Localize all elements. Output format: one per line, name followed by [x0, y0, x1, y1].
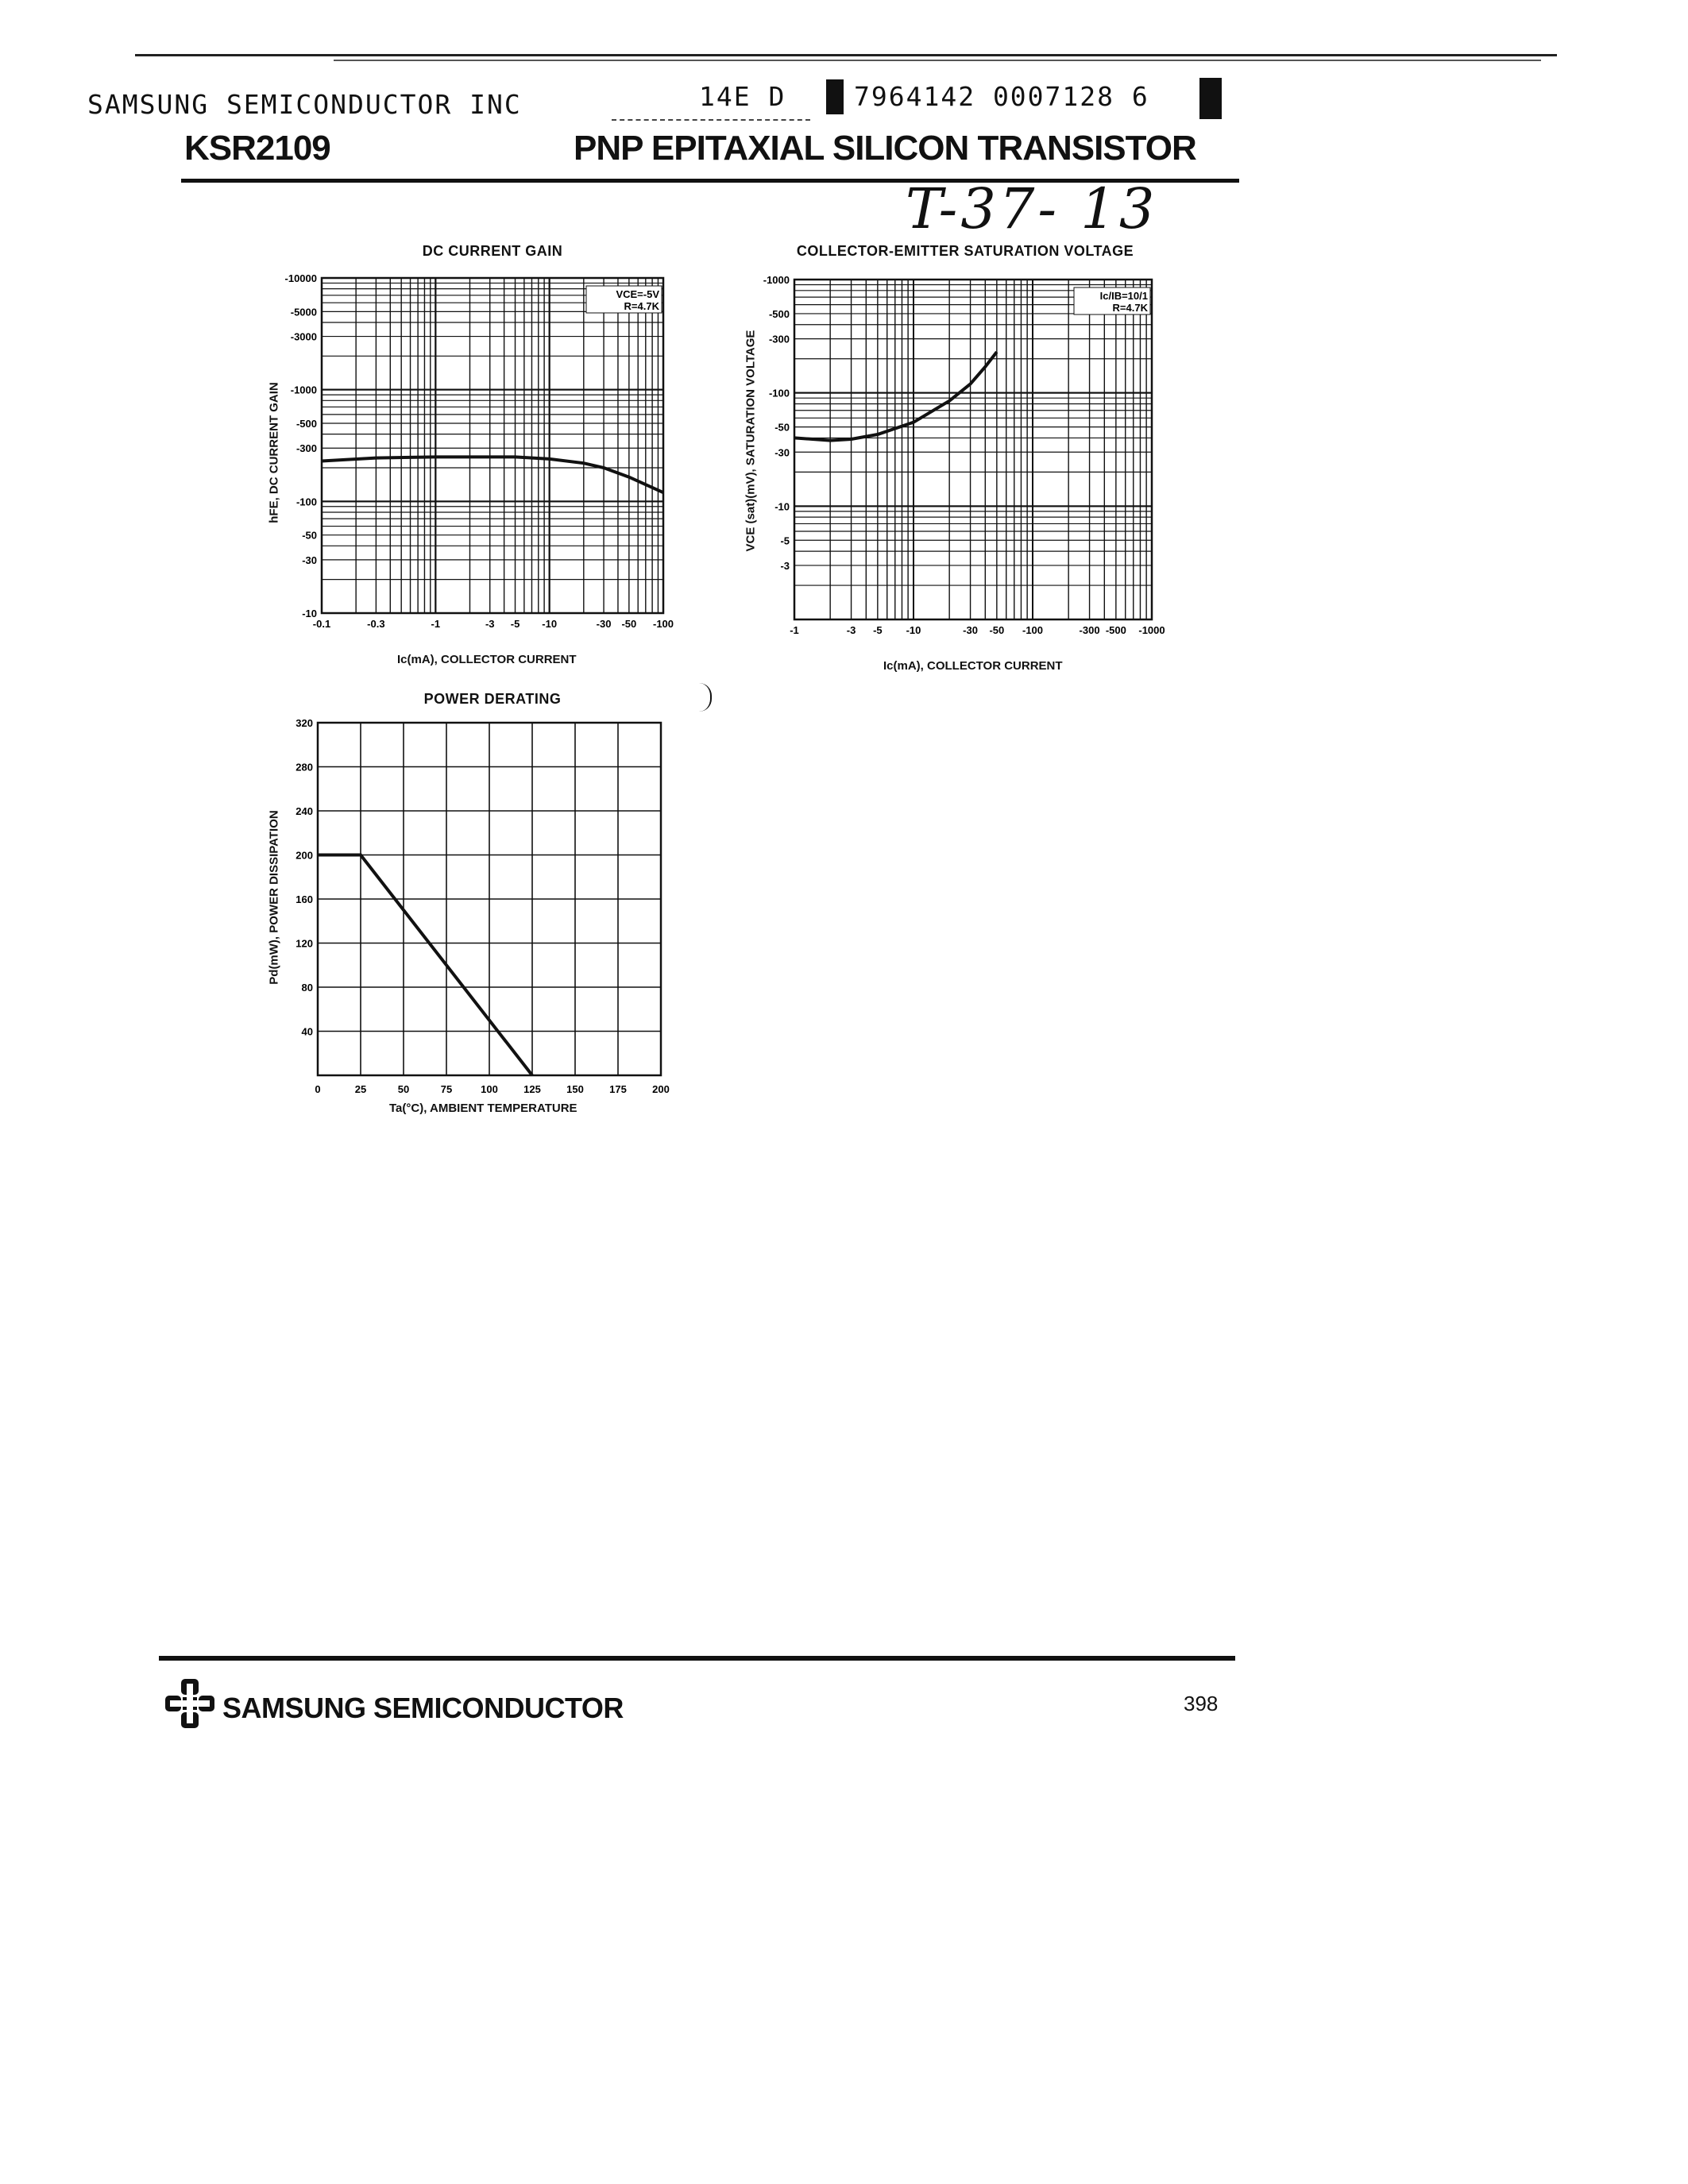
samsung-logo-icon	[165, 1677, 214, 1730]
power-y-tick: 120	[295, 937, 313, 950]
dc-gain-y-tick: -3000	[290, 330, 317, 343]
power-x-ticks	[315, 1083, 669, 1095]
power-title: POWER DERATING	[423, 691, 562, 707]
power-y-tick: 40	[301, 1025, 313, 1038]
power-xlabel: Ta(°C), AMBIENT TEMPERATURE	[389, 1102, 577, 1115]
footer-brand: SAMSUNG SEMICONDUCTOR	[222, 1692, 624, 1724]
dc-gain-frame	[322, 278, 663, 613]
header-block-right	[1199, 78, 1222, 119]
power-y-tick: 240	[295, 805, 313, 817]
vce-sat-x-tick: -10	[906, 624, 921, 636]
dc-gain-y-ticks	[285, 272, 317, 619]
vce-sat-legend-1: Ic/IB=10/1	[1099, 290, 1148, 302]
power-x-tick: 25	[354, 1083, 367, 1095]
vce-sat-ylabel: VCE (sat)(mV), SATURATION VOLTAGE	[744, 330, 758, 552]
page-number: 398	[1184, 1692, 1219, 1715]
header-block-left	[826, 79, 844, 114]
dc-gain-x-tick: -1	[431, 618, 441, 630]
power-y-ticks	[295, 717, 313, 1038]
vce-sat-x-tick: -5	[873, 624, 883, 636]
vce-sat-x-tick: -100	[1022, 624, 1044, 636]
dc-gain-y-tick: -1000	[290, 384, 317, 396]
dc-gain-y-tick: -10	[302, 608, 317, 619]
power-ylabel: Pd(mW), POWER DISSIPATION	[267, 810, 281, 985]
vce-sat-xlabel: Ic(mA), COLLECTOR CURRENT	[883, 659, 1063, 673]
vce-sat-y-tick: -50	[774, 421, 790, 434]
power-x-tick: 75	[440, 1083, 453, 1095]
dc-gain-y-tick: -30	[302, 554, 317, 566]
header-code-a: 14E D	[699, 81, 786, 112]
power-x-tick: 200	[652, 1083, 670, 1095]
power-x-tick: 175	[609, 1083, 627, 1095]
power-curve	[318, 855, 532, 1076]
dc-gain-grid	[322, 278, 663, 613]
vce-sat-y-tick: -3	[780, 559, 790, 572]
dc-gain-x-tick: -100	[652, 618, 674, 630]
power-y-tick: 320	[295, 717, 313, 729]
power-y-tick: 200	[295, 849, 313, 862]
dc-gain-x-ticks	[313, 618, 674, 630]
power-x-tick: 150	[566, 1083, 584, 1095]
power-x-tick: 0	[315, 1083, 321, 1095]
part-number: KSR2109	[184, 129, 330, 168]
vce-sat-legend-2: R=4.7K	[1112, 302, 1148, 314]
dc-gain-curve	[322, 457, 663, 492]
vce-sat-y-tick: -500	[768, 307, 790, 320]
vce-sat-frame	[794, 280, 1152, 619]
vce-sat-title: COLLECTOR-EMITTER SATURATION VOLTAGE	[796, 243, 1134, 259]
dc-gain-x-tick: -5	[510, 618, 520, 630]
vce-sat-y-ticks	[763, 274, 790, 572]
dc-gain-title: DC CURRENT GAIN	[422, 243, 563, 259]
power-x-tick: 100	[481, 1083, 498, 1095]
dc-gain-y-tick: -300	[295, 442, 317, 455]
vce-sat-y-tick: -10	[774, 500, 790, 513]
dc-gain-y-tick: -100	[295, 496, 317, 508]
footer-rule	[159, 1656, 1235, 1661]
dc-gain-xlabel: Ic(mA), COLLECTOR CURRENT	[397, 653, 577, 666]
top-rule-2	[334, 60, 1541, 61]
stray-mark	[699, 683, 712, 712]
top-rule	[135, 54, 1557, 56]
vce-sat-y-tick: -5	[780, 534, 790, 547]
dc-gain-ylabel: hFE, DC CURRENT GAIN	[267, 382, 281, 523]
vce-sat-grid	[794, 280, 1152, 619]
dc-gain-chart	[262, 262, 683, 643]
power-y-tick: 160	[295, 893, 313, 905]
vce-sat-x-ticks	[790, 624, 1165, 636]
dc-gain-x-tick: -50	[621, 618, 637, 630]
handwritten-note: T-37- 13	[906, 176, 1158, 241]
dc-gain-legend-1: VCE=-5V	[616, 288, 659, 300]
dc-gain-x-tick: -10	[542, 618, 558, 630]
vce-sat-x-tick: -50	[989, 624, 1005, 636]
power-chart	[262, 707, 683, 1095]
page-title: PNP EPITAXIAL SILICON TRANSISTOR	[574, 129, 1196, 168]
power-x-tick: 50	[397, 1083, 410, 1095]
dc-gain-y-tick: -500	[295, 418, 317, 430]
dc-gain-y-tick: -50	[302, 529, 317, 542]
vce-sat-y-tick: -100	[768, 387, 790, 399]
power-x-tick: 125	[523, 1083, 541, 1095]
vce-sat-x-tick: -500	[1105, 624, 1126, 636]
header-underline	[612, 119, 810, 121]
vce-sat-chart	[739, 262, 1184, 643]
dc-gain-x-tick: -0.3	[367, 618, 385, 630]
dc-gain-y-tick: -10000	[284, 272, 317, 284]
vce-sat-y-tick: -300	[768, 333, 790, 345]
vce-sat-x-tick: -3	[846, 624, 856, 636]
vce-sat-x-tick: -300	[1079, 624, 1100, 636]
dc-gain-legend-2: R=4.7K	[624, 300, 659, 312]
vce-sat-x-tick: -1000	[1138, 624, 1165, 636]
power-y-tick: 280	[295, 761, 313, 774]
dc-gain-x-tick: -30	[596, 618, 612, 630]
vce-sat-x-tick: -1	[790, 624, 799, 636]
vce-sat-x-tick: -30	[963, 624, 978, 636]
vce-sat-y-tick: -1000	[763, 274, 790, 286]
dc-gain-x-tick: -3	[485, 618, 495, 630]
dc-gain-y-tick: -5000	[290, 306, 317, 318]
dc-gain-x-tick: -0.1	[312, 618, 331, 630]
power-y-tick: 80	[301, 982, 313, 994]
header-code-b: 7964142 0007128 6	[854, 81, 1149, 112]
company-header: SAMSUNG SEMICONDUCTOR INC	[87, 89, 522, 120]
vce-sat-y-tick: -30	[774, 446, 790, 459]
